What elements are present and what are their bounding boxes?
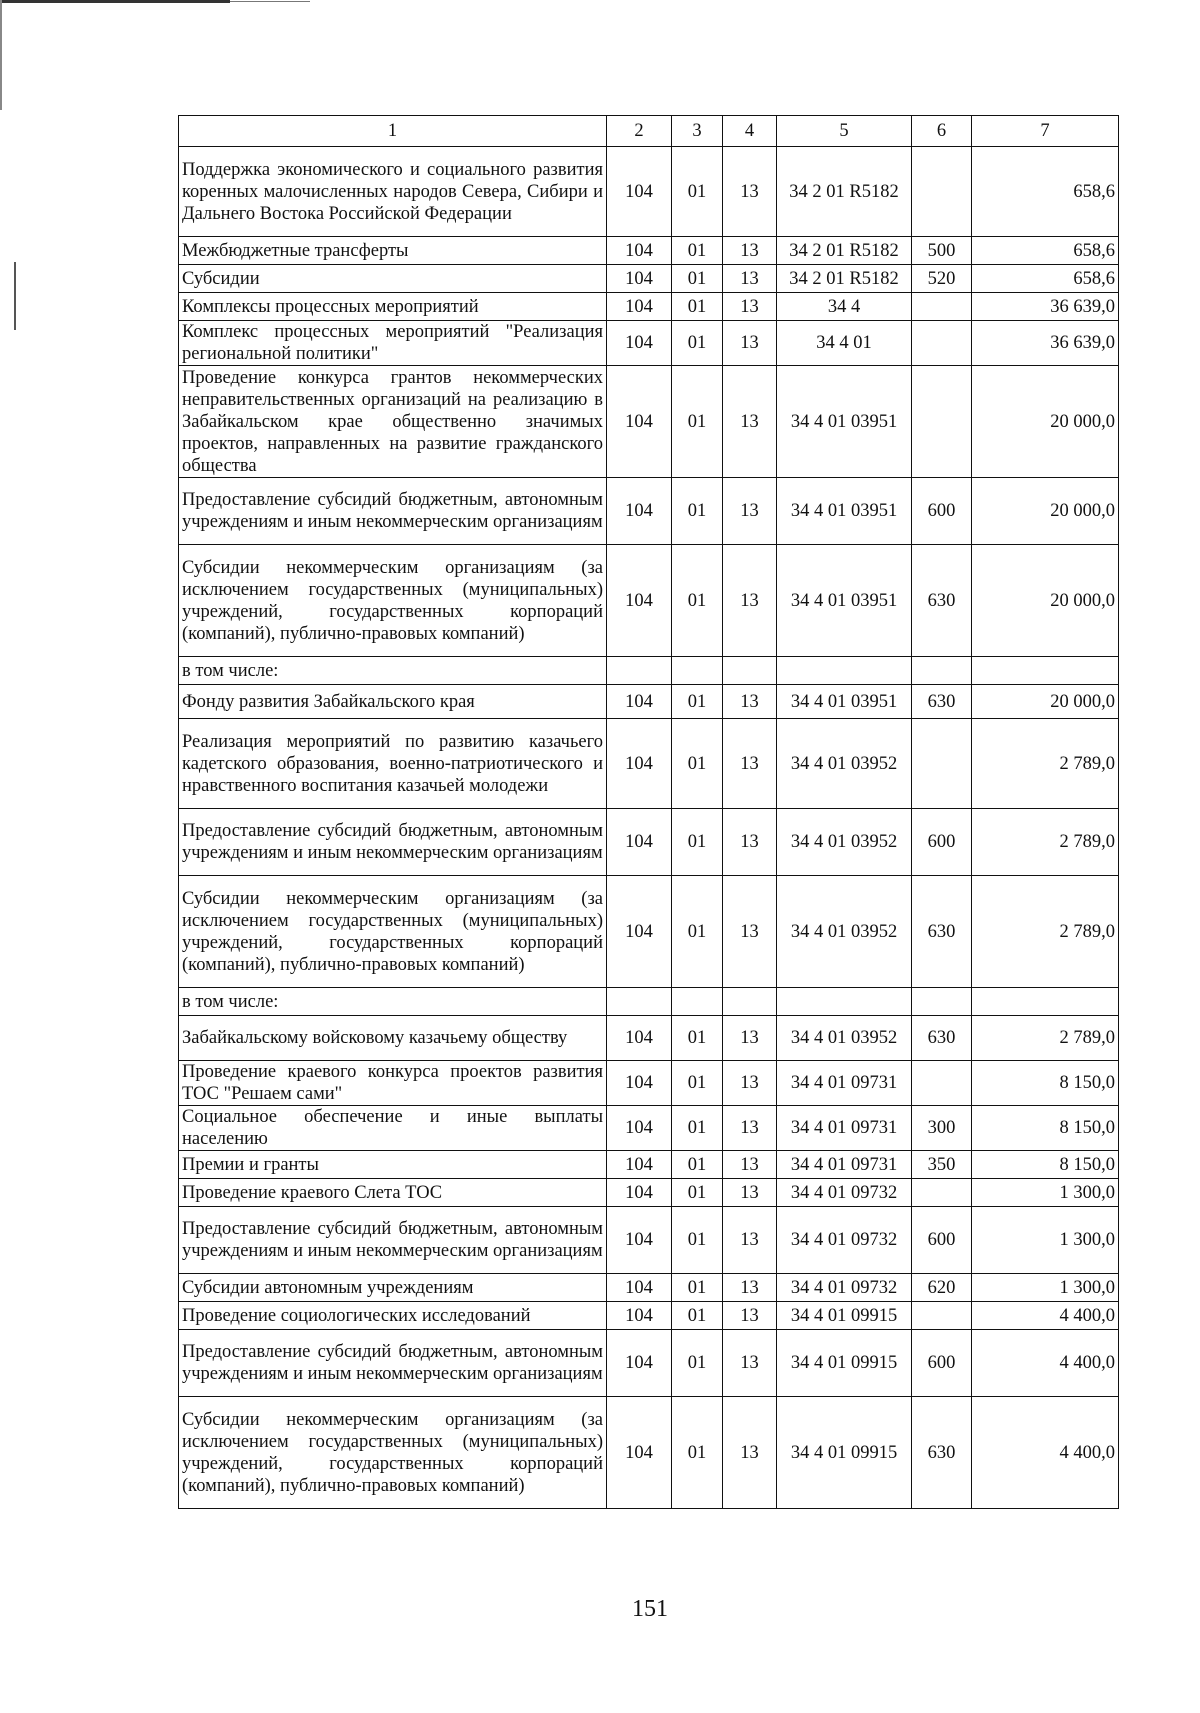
section-code: 104	[607, 478, 672, 545]
amount: 20 000,0	[972, 685, 1119, 719]
section-code: 104	[607, 1302, 672, 1330]
target-article-code: 34 4 01 09732	[777, 1274, 912, 1302]
table-row	[179, 1151, 1119, 1179]
expense-type-code	[912, 321, 972, 366]
table-row	[179, 1302, 1119, 1330]
table-row	[179, 147, 1119, 237]
section-code: 104	[607, 1016, 672, 1061]
subsection-code: 01	[672, 876, 723, 988]
table-row	[179, 545, 1119, 657]
target-article-code: 34 4 01 03952	[777, 876, 912, 988]
target-article-code: 34 4 01 09731	[777, 1061, 912, 1106]
table-row	[179, 988, 1119, 1016]
target-article-code	[777, 657, 912, 685]
subsection-code: 01	[672, 1397, 723, 1509]
table-row	[179, 478, 1119, 545]
subsection-code	[672, 657, 723, 685]
subsection2-code: 13	[723, 809, 777, 876]
section-code: 104	[607, 1330, 672, 1397]
amount: 36 639,0	[972, 293, 1119, 321]
subsection-code: 01	[672, 809, 723, 876]
row-name: в том числе:	[179, 988, 607, 1016]
row-name: Фонду развития Забайкальского края	[179, 685, 607, 719]
row-name: Проведение краевого Слета ТОС	[179, 1179, 607, 1207]
target-article-code: 34 4 01 03951	[777, 545, 912, 657]
row-name: Межбюджетные трансферты	[179, 237, 607, 265]
table-row	[179, 1330, 1119, 1397]
row-name: Проведение социологических исследований	[179, 1302, 607, 1330]
amount: 36 639,0	[972, 321, 1119, 366]
subsection-code: 01	[672, 1274, 723, 1302]
subsection-code: 01	[672, 1179, 723, 1207]
amount: 2 789,0	[972, 809, 1119, 876]
subsection2-code: 13	[723, 366, 777, 478]
target-article-code	[777, 988, 912, 1016]
table-row	[179, 1207, 1119, 1274]
amount: 1 300,0	[972, 1274, 1119, 1302]
section-code: 104	[607, 1151, 672, 1179]
target-article-code: 34 4 01 09915	[777, 1330, 912, 1397]
row-name: Предоставление субсидий бюджетным, автономным учреждениям и иным некоммерческим организациям	[179, 1207, 607, 1274]
table-row	[179, 809, 1119, 876]
target-article-code: 34 4 01 03952	[777, 1016, 912, 1061]
subsection2-code: 13	[723, 545, 777, 657]
table-row	[179, 1179, 1119, 1207]
expense-type-code	[912, 1061, 972, 1106]
scan-edge-mark	[0, 0, 230, 3]
budget-table	[178, 115, 1119, 1509]
expense-type-code	[912, 719, 972, 809]
table-row	[179, 1016, 1119, 1061]
section-code: 104	[607, 147, 672, 237]
target-article-code: 34 2 01 R5182	[777, 265, 912, 293]
amount: 2 789,0	[972, 1016, 1119, 1061]
subsection-code: 01	[672, 265, 723, 293]
subsection-code: 01	[672, 1016, 723, 1061]
target-article-code: 34 2 01 R5182	[777, 147, 912, 237]
row-name: Реализация мероприятий по развитию казачьего кадетского образования, военно-патриотического и нравственного воспитания казачьей молодежи	[179, 719, 607, 809]
column-header: 7	[972, 116, 1119, 147]
section-code: 104	[607, 293, 672, 321]
expense-type-code	[912, 293, 972, 321]
subsection-code: 01	[672, 293, 723, 321]
subsection-code: 01	[672, 545, 723, 657]
expense-type-code: 300	[912, 1106, 972, 1151]
section-code: 104	[607, 876, 672, 988]
table-row	[179, 657, 1119, 685]
table-row	[179, 1274, 1119, 1302]
amount: 658,6	[972, 147, 1119, 237]
subsection-code	[672, 988, 723, 1016]
table-header-row	[179, 116, 1119, 147]
subsection-code: 01	[672, 1061, 723, 1106]
expense-type-code: 620	[912, 1274, 972, 1302]
expense-type-code: 630	[912, 876, 972, 988]
section-code: 104	[607, 1061, 672, 1106]
target-article-code: 34 4 01 09915	[777, 1302, 912, 1330]
amount	[972, 657, 1119, 685]
subsection2-code: 13	[723, 265, 777, 293]
section-code: 104	[607, 237, 672, 265]
column-header: 4	[723, 116, 777, 147]
row-name: Проведение конкурса грантов некоммерческих неправительственных организаций на реализацию в Забайкальском крае общественно значимых проектов, направленных на развитие гражданского общества	[179, 366, 607, 478]
amount: 20 000,0	[972, 545, 1119, 657]
subsection2-code: 13	[723, 876, 777, 988]
section-code: 104	[607, 366, 672, 478]
target-article-code: 34 4 01	[777, 321, 912, 366]
section-code: 104	[607, 809, 672, 876]
row-name: Проведение краевого конкурса проектов развития ТОС "Решаем сами"	[179, 1061, 607, 1106]
table-row	[179, 1106, 1119, 1151]
expense-type-code: 600	[912, 1207, 972, 1274]
expense-type-code	[912, 657, 972, 685]
column-header: 5	[777, 116, 912, 147]
expense-type-code	[912, 147, 972, 237]
amount	[972, 988, 1119, 1016]
target-article-code: 34 2 01 R5182	[777, 237, 912, 265]
expense-type-code: 630	[912, 1016, 972, 1061]
amount: 8 150,0	[972, 1151, 1119, 1179]
row-name: Субсидии автономным учреждениям	[179, 1274, 607, 1302]
subsection-code: 01	[672, 1151, 723, 1179]
row-name: Комплекс процессных мероприятий "Реализация региональной политики"	[179, 321, 607, 366]
subsection2-code: 13	[723, 1207, 777, 1274]
subsection-code: 01	[672, 478, 723, 545]
amount: 8 150,0	[972, 1061, 1119, 1106]
target-article-code: 34 4 01 09915	[777, 1397, 912, 1509]
amount: 658,6	[972, 265, 1119, 293]
row-name: в том числе:	[179, 657, 607, 685]
amount: 2 789,0	[972, 876, 1119, 988]
table-row	[179, 685, 1119, 719]
table-row	[179, 1061, 1119, 1106]
section-code: 104	[607, 321, 672, 366]
section-code: 104	[607, 685, 672, 719]
subsection2-code: 13	[723, 1179, 777, 1207]
expense-type-code: 600	[912, 478, 972, 545]
subsection-code: 01	[672, 1330, 723, 1397]
subsection2-code	[723, 657, 777, 685]
column-header: 2	[607, 116, 672, 147]
section-code: 104	[607, 1397, 672, 1509]
row-name: Комплексы процессных мероприятий	[179, 293, 607, 321]
column-header: 3	[672, 116, 723, 147]
row-name: Премии и гранты	[179, 1151, 607, 1179]
subsection2-code: 13	[723, 1330, 777, 1397]
section-code: 104	[607, 1274, 672, 1302]
table-row	[179, 876, 1119, 988]
subsection-code: 01	[672, 366, 723, 478]
column-header: 1	[179, 116, 607, 147]
subsection2-code: 13	[723, 147, 777, 237]
expense-type-code	[912, 988, 972, 1016]
target-article-code: 34 4 01 09732	[777, 1207, 912, 1274]
target-article-code: 34 4 01 09731	[777, 1151, 912, 1179]
table-row	[179, 265, 1119, 293]
subsection-code: 01	[672, 237, 723, 265]
section-code: 104	[607, 545, 672, 657]
target-article-code: 34 4 01 03951	[777, 478, 912, 545]
target-article-code: 34 4 01 03952	[777, 809, 912, 876]
row-name: Субсидии	[179, 265, 607, 293]
subsection2-code: 13	[723, 237, 777, 265]
target-article-code: 34 4 01 03951	[777, 685, 912, 719]
amount: 2 789,0	[972, 719, 1119, 809]
table-row	[179, 237, 1119, 265]
expense-type-code	[912, 366, 972, 478]
subsection-code: 01	[672, 1106, 723, 1151]
row-name: Предоставление субсидий бюджетным, автономным учреждениям и иным некоммерческим организациям	[179, 809, 607, 876]
scan-edge-mark	[0, 0, 2, 110]
scan-edge-mark	[230, 1, 310, 2]
amount: 1 300,0	[972, 1179, 1119, 1207]
section-code	[607, 657, 672, 685]
target-article-code: 34 4 01 03952	[777, 719, 912, 809]
table-row	[179, 293, 1119, 321]
amount: 20 000,0	[972, 478, 1119, 545]
subsection2-code: 13	[723, 1061, 777, 1106]
subsection2-code: 13	[723, 719, 777, 809]
table-row	[179, 719, 1119, 809]
target-article-code: 34 4 01 03951	[777, 366, 912, 478]
subsection-code: 01	[672, 1302, 723, 1330]
table-body	[179, 147, 1119, 1509]
scan-edge-mark	[14, 262, 16, 330]
subsection2-code	[723, 988, 777, 1016]
subsection2-code: 13	[723, 1274, 777, 1302]
subsection2-code: 13	[723, 293, 777, 321]
row-name: Субсидии некоммерческим организациям (за исключением государственных (муниципальных) учреждений, государственных корпораций (компаний), публично-правовых компаний)	[179, 545, 607, 657]
amount: 4 400,0	[972, 1302, 1119, 1330]
expense-type-code: 600	[912, 1330, 972, 1397]
subsection2-code: 13	[723, 685, 777, 719]
section-code: 104	[607, 1179, 672, 1207]
section-code	[607, 988, 672, 1016]
page-number: 151	[632, 1596, 668, 1622]
table-row	[179, 1397, 1119, 1509]
expense-type-code: 500	[912, 237, 972, 265]
subsection-code: 01	[672, 1207, 723, 1274]
section-code: 104	[607, 265, 672, 293]
expense-type-code: 630	[912, 1397, 972, 1509]
subsection2-code: 13	[723, 1106, 777, 1151]
row-name: Предоставление субсидий бюджетным, автономным учреждениям и иным некоммерческим организациям	[179, 478, 607, 545]
expense-type-code	[912, 1302, 972, 1330]
expense-type-code	[912, 1179, 972, 1207]
subsection2-code: 13	[723, 1302, 777, 1330]
subsection2-code: 13	[723, 1397, 777, 1509]
table-row	[179, 321, 1119, 366]
amount: 20 000,0	[972, 366, 1119, 478]
amount: 4 400,0	[972, 1330, 1119, 1397]
subsection-code: 01	[672, 321, 723, 366]
expense-type-code: 630	[912, 545, 972, 657]
subsection-code: 01	[672, 719, 723, 809]
row-name: Забайкальскому войсковому казачьему обществу	[179, 1016, 607, 1061]
section-code: 104	[607, 1207, 672, 1274]
row-name: Социальное обеспечение и иные выплаты населению	[179, 1106, 607, 1151]
expense-type-code: 600	[912, 809, 972, 876]
target-article-code: 34 4 01 09731	[777, 1106, 912, 1151]
target-article-code: 34 4 01 09732	[777, 1179, 912, 1207]
expense-type-code: 630	[912, 685, 972, 719]
target-article-code: 34 4	[777, 293, 912, 321]
expense-type-code: 520	[912, 265, 972, 293]
row-name: Поддержка экономического и социального развития коренных малочисленных народов Севера, Сибири и Дальнего Востока Российской Федерации	[179, 147, 607, 237]
column-header: 6	[912, 116, 972, 147]
section-code: 104	[607, 719, 672, 809]
subsection2-code: 13	[723, 321, 777, 366]
row-name: Субсидии некоммерческим организациям (за исключением государственных (муниципальных) учреждений, государственных корпораций (компаний), публично-правовых компаний)	[179, 876, 607, 988]
subsection2-code: 13	[723, 1151, 777, 1179]
subsection2-code: 13	[723, 1016, 777, 1061]
expense-type-code: 350	[912, 1151, 972, 1179]
subsection2-code: 13	[723, 478, 777, 545]
amount: 1 300,0	[972, 1207, 1119, 1274]
section-code: 104	[607, 1106, 672, 1151]
row-name: Субсидии некоммерческим организациям (за исключением государственных (муниципальных) учреждений, государственных корпораций (компаний), публично-правовых компаний)	[179, 1397, 607, 1509]
subsection-code: 01	[672, 685, 723, 719]
amount: 4 400,0	[972, 1397, 1119, 1509]
amount: 8 150,0	[972, 1106, 1119, 1151]
subsection-code: 01	[672, 147, 723, 237]
table-row	[179, 366, 1119, 478]
amount: 658,6	[972, 237, 1119, 265]
row-name: Предоставление субсидий бюджетным, автономным учреждениям и иным некоммерческим организациям	[179, 1330, 607, 1397]
